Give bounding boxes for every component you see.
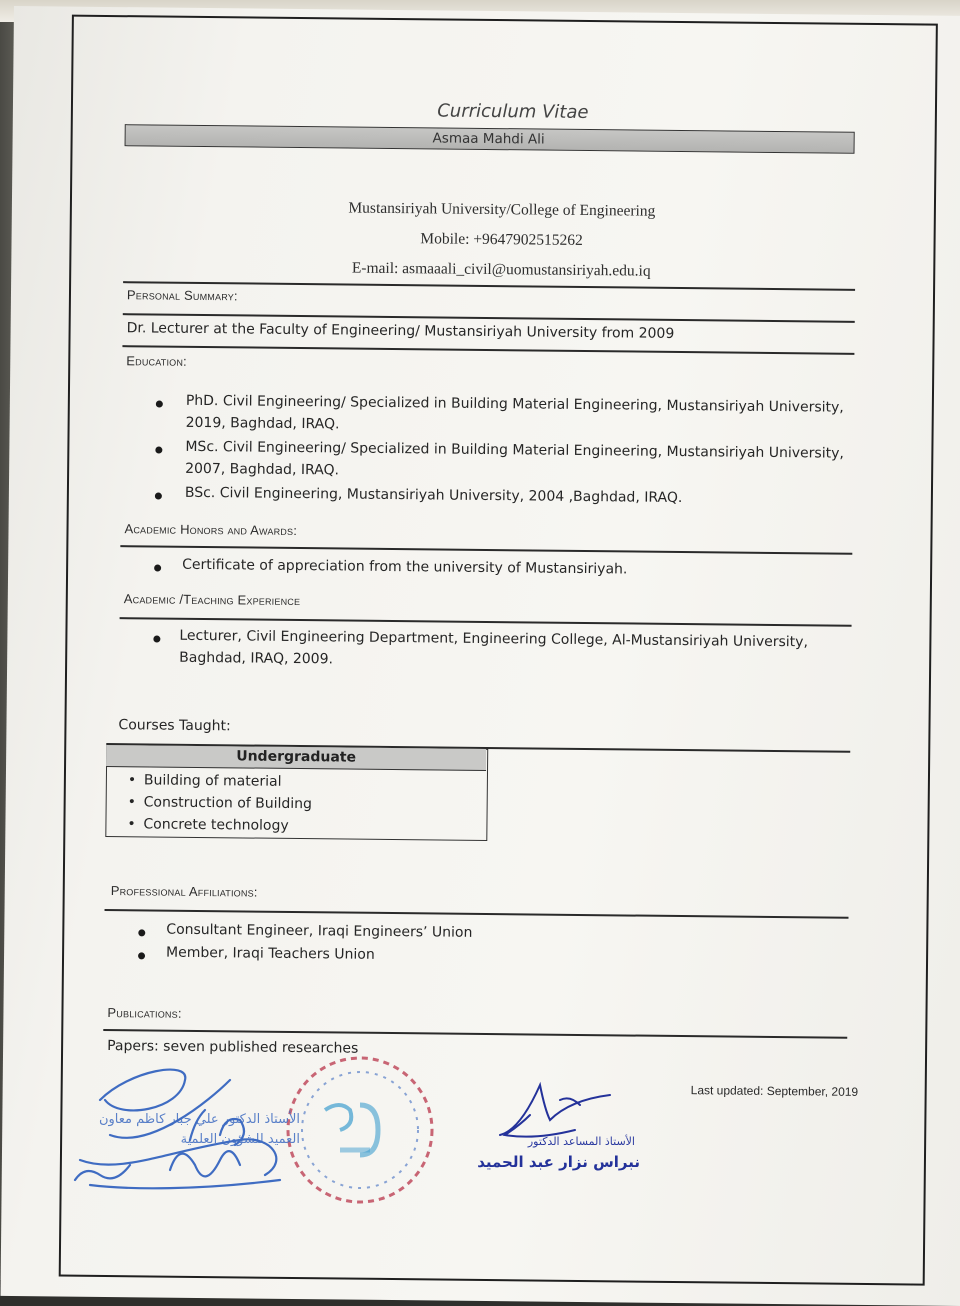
person-name: Asmaa Mahdi Ali <box>432 130 545 148</box>
section-heading-courses: Courses Taught: <box>118 717 231 735</box>
right-signature <box>500 1085 610 1137</box>
affiliation-line: Mustansiriyah University/College of Engineering <box>348 199 656 220</box>
section-heading-experience: Academic /Teaching Experience <box>123 591 301 609</box>
honors-item: Certificate of appreciation from the university of Mustansiriyah. <box>182 556 628 578</box>
mobile-line: Mobile: +9647902515262 <box>420 230 583 249</box>
right-signature-title: الأستاذ المساعد الدكتور <box>527 1135 635 1148</box>
official-seal <box>288 1058 432 1202</box>
bullet <box>153 635 160 642</box>
education-item: MSc. Civil Engineering/ Specialized in Building Material Engineering, Mustansiriyah University, <box>185 438 844 462</box>
bullet <box>138 952 145 959</box>
course-item-bullet: • <box>127 816 136 833</box>
course-item: Construction of Building <box>143 794 313 813</box>
education-item: BSc. Civil Engineering, Mustansiriyah University, 2004 ,Baghdad, IRAQ. <box>184 484 683 507</box>
section-heading-personal-summary: Personal Summary: <box>126 287 238 304</box>
experience-line: Lecturer, Civil Engineering Department, Engineering College, Al-Mustansiriyah University, <box>179 627 809 651</box>
bullet <box>154 564 161 571</box>
section-heading-affiliations: Professional Affiliations: <box>110 883 258 900</box>
affiliation-item: Consultant Engineer, Iraqi Engineers’ Union <box>166 921 473 941</box>
section-heading-honors: Academic Honors and Awards: <box>124 521 298 538</box>
document-title: Curriculum Vitae <box>437 100 589 124</box>
left-stamp-text: الأستاذ الدكتور علي جبار كاظم معاون العميد للشؤون العلمية <box>98 1112 300 1147</box>
courses-table-header: Undergraduate <box>106 745 486 771</box>
section-heading-education: Education: <box>126 353 187 369</box>
affiliation-item: Member, Iraqi Teachers Union <box>166 944 375 963</box>
last-updated: Last updated: September, 2019 <box>690 1083 859 1099</box>
email-line: E-mail: asmaaali_civil@uomustansiriyah.edu.iq <box>351 259 651 280</box>
bullet <box>138 929 145 936</box>
course-item: Building of material <box>143 772 282 790</box>
course-item-bullet: • <box>127 794 137 811</box>
publications-text: Papers: seven published researches <box>107 1038 359 1057</box>
education-item-cont: 2019, Baghdad, IRAQ. <box>185 414 340 433</box>
bullet <box>155 447 162 454</box>
section-heading-publications: Publications: <box>107 1005 182 1021</box>
education-item: PhD. Civil Engineering/ Specialized in Building Material Engineering, Mustansiriyah University, <box>185 392 844 416</box>
course-item: Concrete technology <box>143 816 289 834</box>
experience-line-cont: Baghdad, IRAQ, 2009. <box>179 649 334 668</box>
education-item-cont: 2007, Baghdad, IRAQ. <box>185 460 340 479</box>
course-item-bullet: • <box>127 772 137 789</box>
bullet <box>156 401 163 408</box>
right-signature-name: نبراس نزار عبد الحميد <box>477 1153 640 1171</box>
bullet <box>155 493 162 500</box>
personal-summary-text: Dr. Lecturer at the Faculty of Engineering/ Mustansiriyah University from 2009 <box>126 320 675 342</box>
